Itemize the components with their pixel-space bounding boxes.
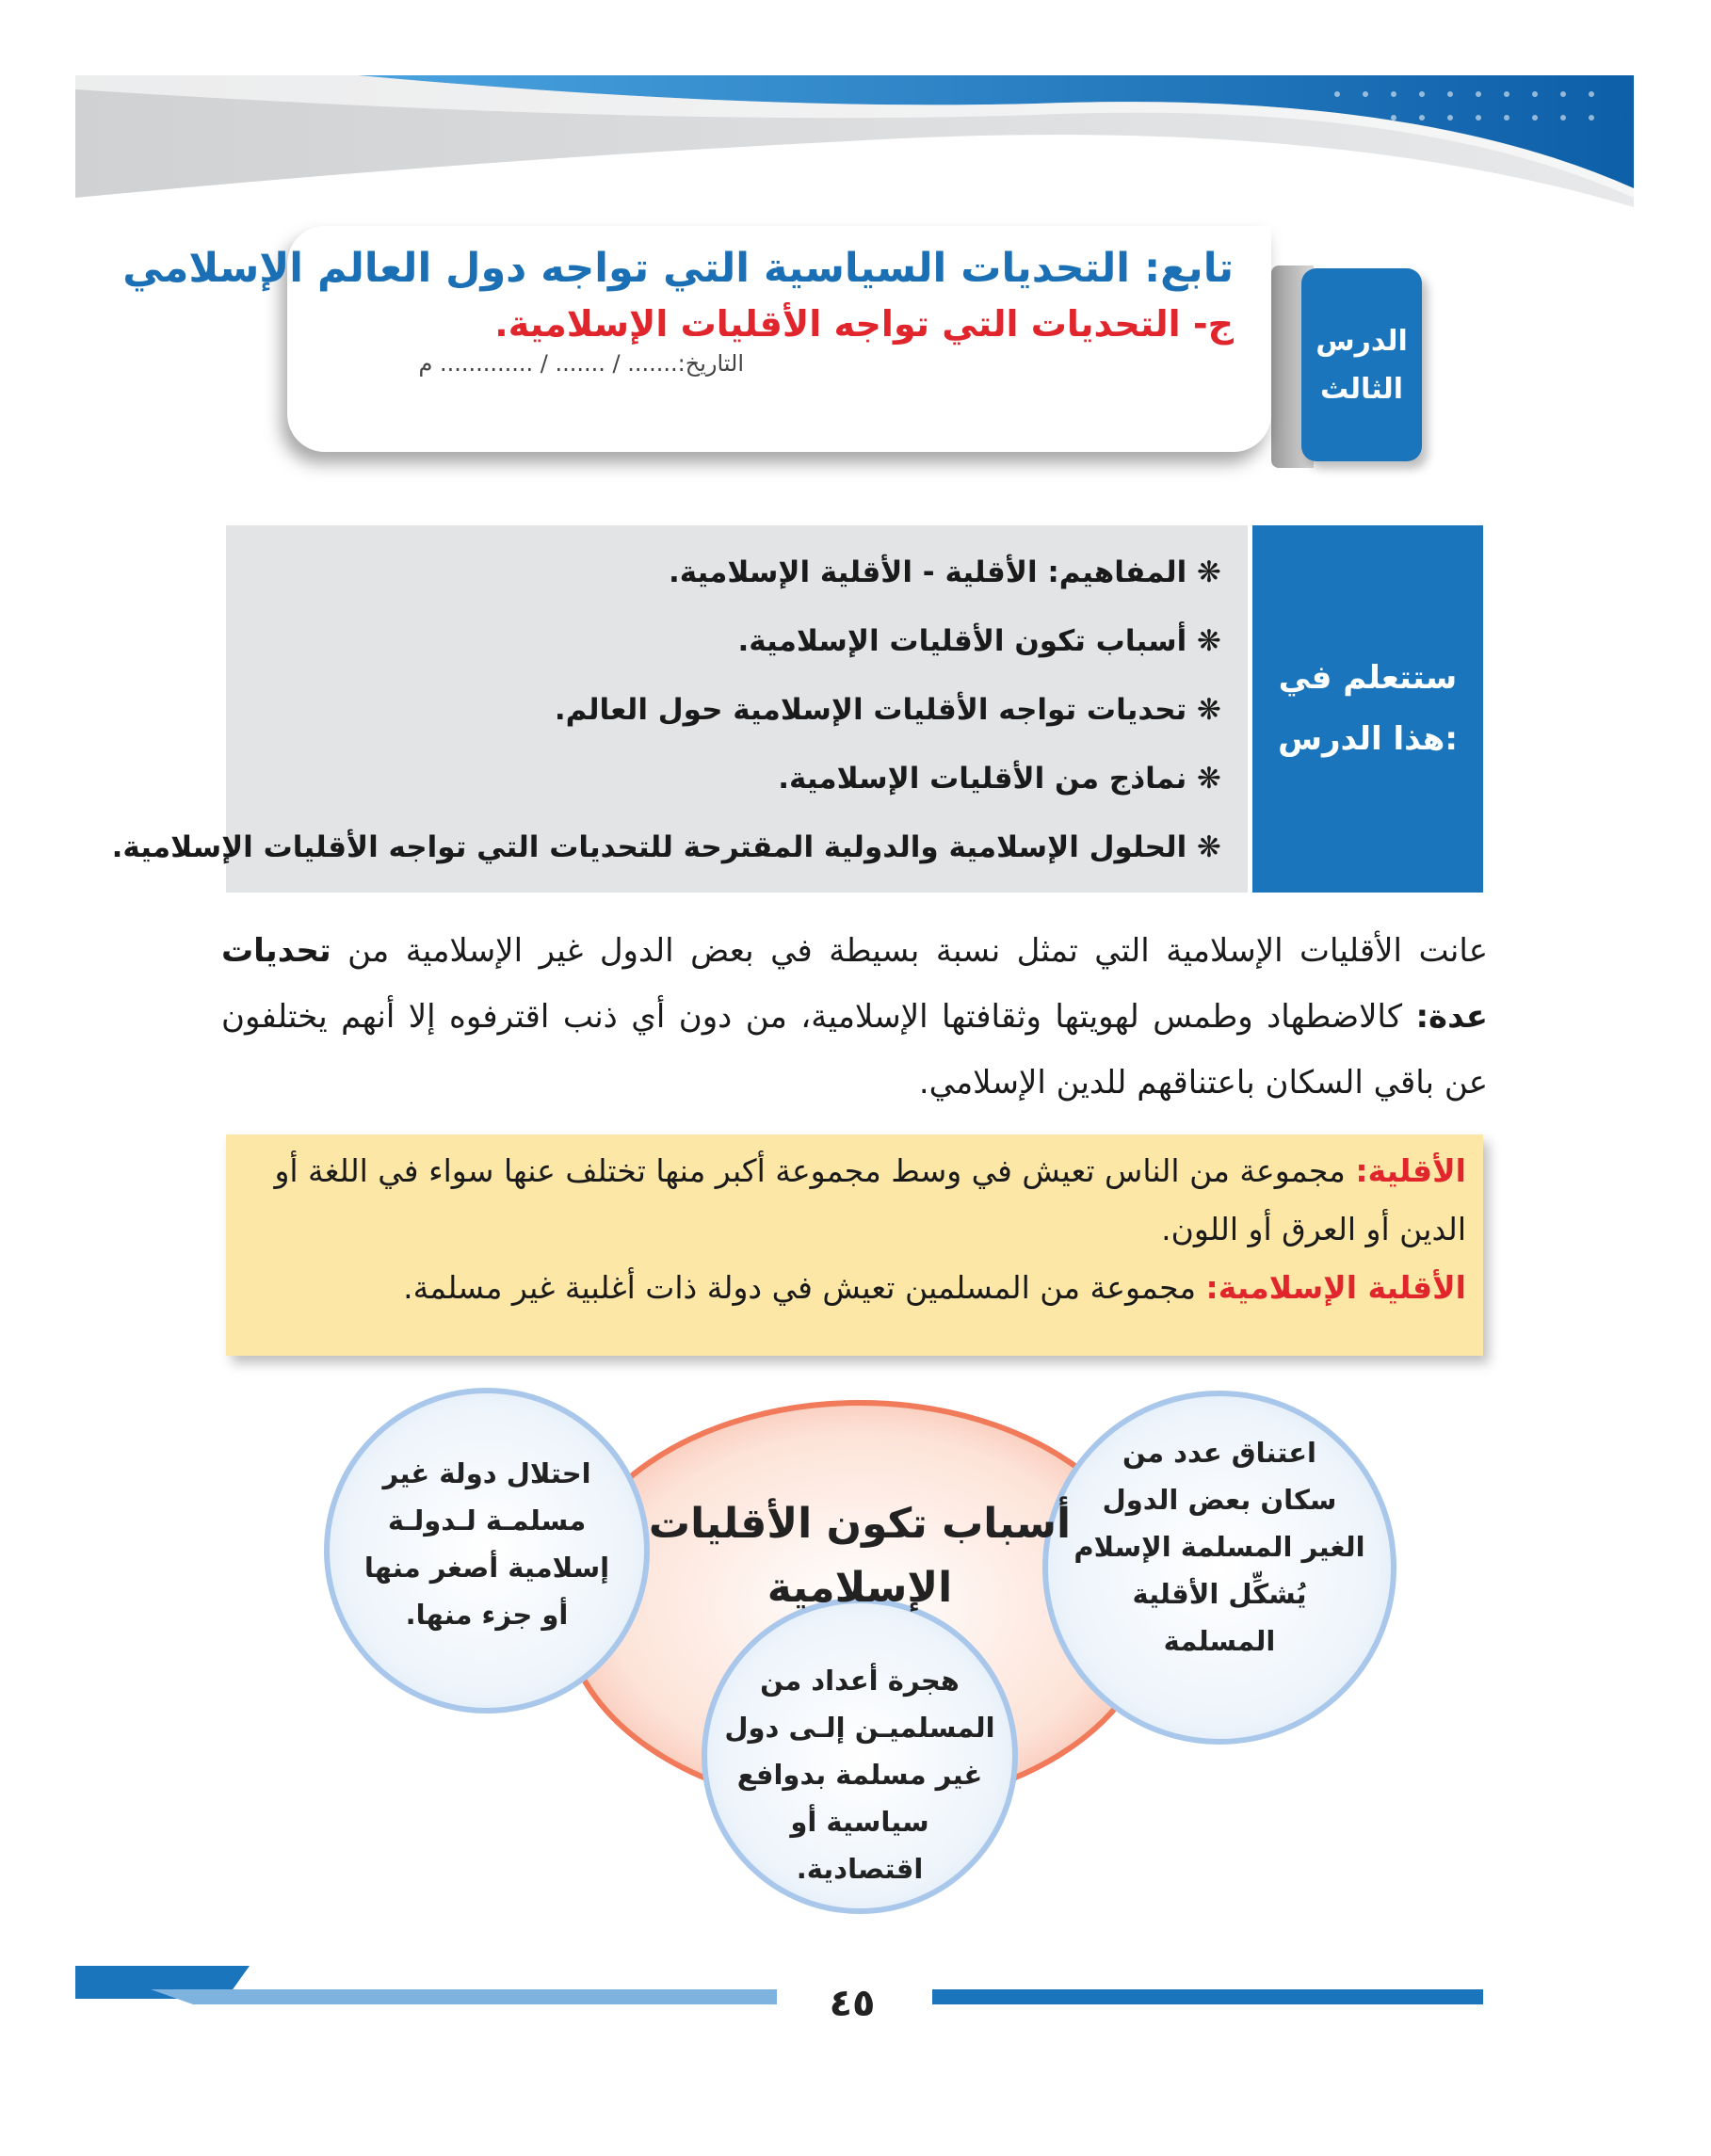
page-subtitle: ج- التحديات التي تواجه الأقليات الإسلامية. <box>494 303 1234 345</box>
circle-line: هجرة أعداد من <box>760 1665 960 1697</box>
objective-item: ❋ أسباب تكون الأقليات الإسلامية. <box>737 624 1221 658</box>
circle-line: سكان بعض الدول <box>1102 1484 1337 1516</box>
circle-line: مسلمـة لـدولـة <box>387 1504 587 1537</box>
page-title: تابع: التحديات السياسية التي تواجه دول العالم الإسلامي <box>122 245 1234 292</box>
objective-item: ❋ نماذج من الأقليات الإسلامية. <box>778 762 1221 796</box>
objective-item: ❋ تحديات تواجه الأقليات الإسلامية حول العالم. <box>554 693 1221 727</box>
center-line: أسباب تكون الأقليات <box>648 1500 1072 1548</box>
paragraph-text: كالاضطهاد وطمس لهويتها وثقافتها الإسلامية، من دون أي ذنب اقترفوه إلا أنهم يختلفون عن باقي السكان باعتناقهم للدين الإسلامي. <box>221 998 1488 1102</box>
circle-line: يُشكِّل الأقلية <box>1132 1578 1307 1610</box>
definition-term: الأقلية: <box>1355 1152 1466 1189</box>
header-banner <box>0 0 1711 217</box>
paragraph-bold: تحديات عدة: <box>221 932 1488 1036</box>
paragraph-text: عانت الأقليات الإسلامية التي تمثل نسبة بسيطة في بعض الدول غير الإسلامية من <box>331 932 1488 970</box>
intro-paragraph <box>221 918 1488 1116</box>
causes-diagram <box>311 1384 1422 1921</box>
lesson-badge-line1: الدرس <box>1316 324 1408 358</box>
objectives-label-line1: ستتعلم في <box>1278 659 1458 698</box>
definition-islamic-minority <box>243 1259 1466 1317</box>
circle-line: احتلال دولة غير <box>382 1457 591 1489</box>
objective-item: ❋ المفاهيم: الأقلية - الأقلية الإسلامية. <box>668 555 1221 589</box>
circle-line: أو جزء منها. <box>405 1599 569 1631</box>
circle-line: سياسية أو اقتصادية. <box>790 1806 929 1885</box>
circle-line: المسلمة <box>1163 1625 1276 1657</box>
right-circle-text <box>1069 1429 1370 1665</box>
left-circle-text <box>350 1450 623 1638</box>
definition-text: مجموعة من الناس تعيش في وسط مجموعة أكبر منها تختلف عنها سواء في اللغة أو الدين أو العرق أو اللون. <box>274 1152 1466 1247</box>
circle-line: غير مسلمة بدوافع <box>736 1759 983 1791</box>
definition-minority <box>243 1142 1466 1259</box>
circle-line: المسلميـن إلـى دول <box>724 1712 995 1744</box>
bottom-circle-text <box>723 1657 996 1892</box>
definition-text: مجموعة من المسلمين تعيش في دولة ذات أغلبية غير مسلمة. <box>403 1269 1206 1306</box>
title-card <box>122 226 1271 452</box>
circle-line: اعتناق عدد من <box>1122 1437 1316 1469</box>
lesson-badge-line2: الثالث <box>1319 372 1404 406</box>
objective-item: ❋ الحلول الإسلامية والدولية المقترحة للتحديات التي تواجه الأقليات الإسلامية. <box>111 830 1221 864</box>
objectives-list <box>111 525 1248 893</box>
objectives-label-line2: هذا الدرس: <box>1278 720 1458 758</box>
lesson-badge <box>1301 268 1422 461</box>
date-line: التاريخ:....... / ....... / ............. م <box>418 350 744 377</box>
objectives-label <box>1252 525 1483 893</box>
circle-line: إسلامية أصغر منها <box>363 1552 610 1584</box>
circle-line: الغير المسلمة الإسلام <box>1073 1531 1365 1563</box>
page-number: ٤٥ <box>829 1982 876 2025</box>
definitions-box <box>226 1134 1483 1356</box>
center-line: الإسلامية <box>767 1564 953 1612</box>
diagram-center-title <box>624 1492 1095 1620</box>
definition-term: الأقلية الإسلامية: <box>1205 1269 1466 1306</box>
